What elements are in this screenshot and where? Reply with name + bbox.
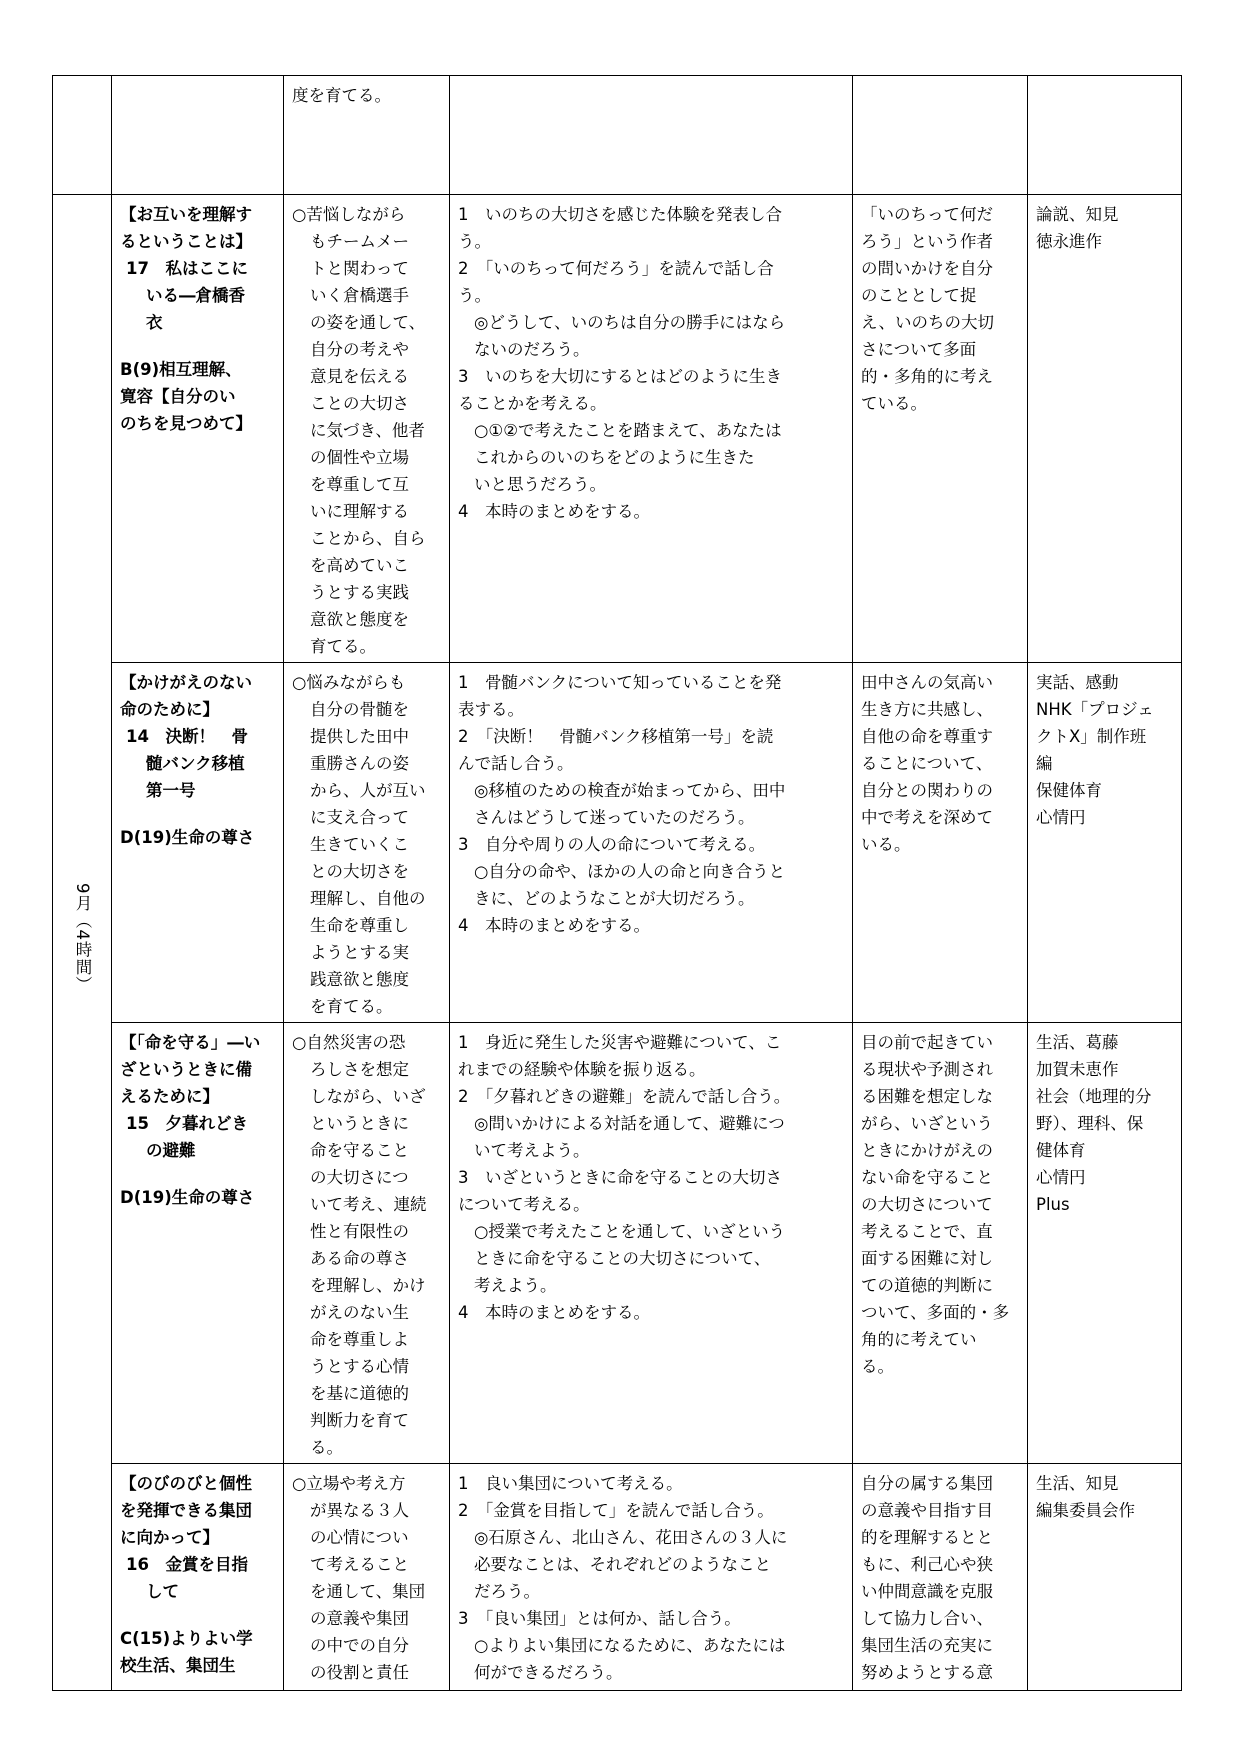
flow-cell xyxy=(450,1023,853,1464)
theme-cell xyxy=(112,195,284,663)
flow-line: 表する。 xyxy=(458,700,524,719)
flow-line: 4 本時のまとめをする。 xyxy=(458,1303,650,1322)
flow-line: だろう。 xyxy=(474,1582,540,1601)
aim-text: 育てる。 xyxy=(310,637,376,656)
aim-text: の役割と責任 xyxy=(310,1663,409,1682)
lesson-title-text: 夕暮れどき xyxy=(165,1114,248,1133)
flow-line: ◎移植のための検査が始まってから、田中 xyxy=(474,781,786,800)
aim-text: もチームメー xyxy=(310,232,409,251)
aim-text: 自分の考えや xyxy=(310,340,409,359)
evaluation-text: 考えることで、直 xyxy=(861,1222,993,1241)
notes-text: 心情円 xyxy=(1036,1168,1086,1187)
aim-text: がえのない生 xyxy=(310,1303,409,1322)
aim-text: から、人が互い xyxy=(310,781,426,800)
notes-text: 保健体育 xyxy=(1036,781,1102,800)
flow-step xyxy=(458,831,846,858)
aim-text: いに理解する xyxy=(310,502,409,521)
flow-question xyxy=(458,1632,846,1686)
evaluation-text: 「いのちって何だ xyxy=(861,205,993,224)
evaluation-text: いる。 xyxy=(861,835,911,854)
lesson-theme: 【のびのびと個性 xyxy=(120,1474,252,1493)
aim-text: ことから、自ら xyxy=(310,529,426,548)
aim-text: うとする実践 xyxy=(310,583,409,602)
notes-text: 心情円 xyxy=(1036,808,1086,827)
lesson-row xyxy=(53,1023,1182,1464)
aim-text: を基に道徳的 xyxy=(310,1384,409,1403)
aim-text: を通して、集団 xyxy=(310,1582,426,1601)
content-item: D(19)生命の尊さ xyxy=(120,828,255,847)
aim-text: いく倉橋選手 xyxy=(310,286,409,305)
flow-line: 1 骨髄バンクについて知っていることを発 xyxy=(458,673,782,692)
aim-text: うとする心情 xyxy=(310,1357,409,1376)
aim-text: 理解し、自他の xyxy=(310,889,426,908)
aim-text: 意欲と態度を xyxy=(310,610,409,629)
notes-text: クトX」制作班 xyxy=(1036,727,1147,746)
flow-line: んで話し合う。 xyxy=(458,754,574,773)
aim-text: の姿を通して、 xyxy=(310,313,426,332)
flow-cell xyxy=(450,663,853,1023)
aim-text: ○苦悩しながら xyxy=(292,205,406,224)
evaluation-text: のこととして捉 xyxy=(861,286,977,305)
aim-text: の心情につい xyxy=(310,1528,409,1547)
lesson-theme: に向かって】 xyxy=(120,1528,219,1547)
lesson-title xyxy=(120,1551,277,1605)
lesson-title-line xyxy=(126,727,248,746)
flow-line: いて考えよう。 xyxy=(474,1141,590,1160)
flow-line: 2 「夕暮れどきの避難」を読んで話し合う。 xyxy=(458,1087,791,1106)
flow-cell xyxy=(450,76,853,195)
evaluation-text: ときにかけがえの xyxy=(861,1141,993,1160)
flow-line: 1 いのちの大切さを感じた体験を発表し合 xyxy=(458,205,782,224)
evaluation-text: 田中さんの気高い xyxy=(861,673,993,692)
lesson-title-text: 衣 xyxy=(146,313,163,332)
evaluation-text: ることについて、 xyxy=(861,754,993,773)
notes-text: 野）、理科、保 xyxy=(1036,1114,1144,1133)
flow-line: ○自分の命や、ほかの人の命と向き合うと xyxy=(474,862,786,881)
lesson-title-text: して xyxy=(146,1582,179,1601)
aim-text: に支え合って xyxy=(310,808,409,827)
lesson-title-text: 私はここに xyxy=(165,259,248,278)
notes-text: 論説、知見 xyxy=(1036,205,1119,224)
aim-text: の個性や立場 xyxy=(310,448,409,467)
aim-text: を高めていこ xyxy=(310,556,409,575)
aim-cell xyxy=(284,195,450,663)
evaluation-cell xyxy=(853,1023,1028,1464)
month-cell-empty xyxy=(53,76,112,195)
aim-text: トと関わって xyxy=(310,259,409,278)
evaluation-text: 自分との関わりの xyxy=(861,781,993,800)
flow-cell xyxy=(450,195,853,663)
lesson-title-line xyxy=(126,259,248,278)
flow-line: 2 「金賞を目指して」を読んで話し合う。 xyxy=(458,1501,774,1520)
lesson-theme: ざというときに備 xyxy=(120,1060,252,1079)
evaluation-cell xyxy=(853,76,1028,195)
flow-question xyxy=(458,777,846,831)
aim-text: 生命を尊重し xyxy=(310,916,409,935)
evaluation-text: る現状や予測され xyxy=(861,1060,993,1079)
flow-line: ることかを考える。 xyxy=(458,394,607,413)
aim-text: ある命の尊さ xyxy=(310,1249,409,1268)
content-item: C(15)よりよい学 xyxy=(120,1629,253,1648)
flow-line: 3 いざというときに命を守ることの大切さ xyxy=(458,1168,782,1187)
theme-cell xyxy=(112,1464,284,1691)
flow-line: 考えよう。 xyxy=(474,1276,557,1295)
flow-question xyxy=(458,1524,846,1605)
month-label: 9月（4時間） xyxy=(73,883,92,994)
lesson-number: 17 xyxy=(126,259,149,278)
flow-line: う。 xyxy=(458,286,491,305)
aim-text: て考えること xyxy=(310,1555,409,1574)
aim-text: 重勝さんの姿 xyxy=(310,754,409,773)
flow-line: 3 「良い集団」とは何か、話し合う。 xyxy=(458,1609,741,1628)
aim-text: が異なる３人 xyxy=(310,1501,409,1520)
flow-line: について考える。 xyxy=(458,1195,590,1214)
evaluation-text: さについて多面 xyxy=(861,340,977,359)
content-item: D(19)生命の尊さ xyxy=(120,1188,255,1207)
aim-text: る。 xyxy=(310,1438,343,1457)
flow-line: ○①②で考えたことを踏まえて、あなたは xyxy=(474,421,782,440)
content-item: 寛容【自分のい xyxy=(120,387,236,406)
flow-line: さんはどうして迷っていたのだろう。 xyxy=(474,808,755,827)
lesson-title xyxy=(120,1110,277,1164)
spacer xyxy=(120,336,277,356)
flow-line: 3 自分や周りの人の命について考える。 xyxy=(458,835,766,854)
notes-text: 社会（地理的分 xyxy=(1036,1087,1152,1106)
evaluation-text: 面する困難に対し xyxy=(861,1249,993,1268)
content-item: B(9)相互理解、 xyxy=(120,360,242,379)
aim-text: 度を育てる。 xyxy=(292,86,391,105)
evaluation-text: 中で考えを深めて xyxy=(861,808,993,827)
notes-text: 健体育 xyxy=(1036,1141,1086,1160)
aim-text: 判断力を育て xyxy=(310,1411,409,1430)
aim-text: 命を尊重しよ xyxy=(310,1330,409,1349)
lesson-theme: 【かけがえのない xyxy=(120,673,252,692)
evaluation-cell xyxy=(853,195,1028,663)
flow-question xyxy=(458,1110,846,1164)
lesson-title xyxy=(120,255,277,336)
lesson-plan-sheet xyxy=(52,75,1181,1691)
flow-line: ◎どうして、いのちは自分の勝手にはなら xyxy=(474,313,786,332)
spacer xyxy=(120,1164,277,1184)
flow-step xyxy=(458,1605,846,1632)
flow-question xyxy=(458,309,846,363)
notes-cell xyxy=(1028,1464,1182,1691)
lesson-title-line xyxy=(126,1555,248,1574)
evaluation-text: え、いのちの大切 xyxy=(861,313,994,332)
aim-text: を育てる。 xyxy=(310,997,393,1016)
evaluation-text: がら、いざという xyxy=(861,1114,993,1133)
spacer xyxy=(120,1605,277,1625)
flow-line: 3 いのちを大切にするとはどのように生き xyxy=(458,367,782,386)
evaluation-text: る。 xyxy=(861,1357,894,1376)
aim-text: の意義や集団 xyxy=(310,1609,409,1628)
notes-cell xyxy=(1028,76,1182,195)
flow-step xyxy=(458,255,846,309)
lesson-number: 15 xyxy=(126,1114,149,1133)
aim-text: に気づき、他者 xyxy=(310,421,425,440)
aim-text: ○立場や考え方 xyxy=(292,1474,406,1493)
flow-step xyxy=(458,498,846,525)
lesson-title-text: 髄バンク移植 xyxy=(146,754,245,773)
aim-cell xyxy=(284,1464,450,1691)
aim-text: との大切さを xyxy=(310,862,409,881)
evaluation-text: もに、利己心や狭 xyxy=(861,1555,993,1574)
theme-cell xyxy=(112,663,284,1023)
lesson-title-line xyxy=(126,1114,248,1133)
flow-line: う。 xyxy=(458,232,491,251)
content-item: 校生活、集団生 xyxy=(120,1656,236,1675)
lesson-title-text: 金賞を目指 xyxy=(165,1555,248,1574)
lesson-title-text: 第一号 xyxy=(146,781,196,800)
flow-line: これからのいのちをどのように生きた xyxy=(474,448,755,467)
evaluation-text: 的・多角的に考え xyxy=(861,367,993,386)
notes-text: 実話、感動 xyxy=(1036,673,1119,692)
aim-text: ろしさを想定 xyxy=(310,1060,409,1079)
flow-line: ○よりよい集団になるために、あなたには xyxy=(474,1636,786,1655)
evaluation-text: 自他の命を尊重す xyxy=(861,727,993,746)
flow-line: 4 本時のまとめをする。 xyxy=(458,502,650,521)
lesson-row xyxy=(53,1464,1182,1691)
aim-text: ○自然災害の恐 xyxy=(292,1033,406,1052)
flow-line: 1 良い集団について考える。 xyxy=(458,1474,683,1493)
aim-cell xyxy=(284,1023,450,1464)
flow-line: ◎問いかけによる対話を通して、避難につ xyxy=(474,1114,785,1133)
notes-cell xyxy=(1028,1023,1182,1464)
evaluation-text: して協力し合い、 xyxy=(861,1609,993,1628)
aim-text: ことの大切さ xyxy=(310,394,409,413)
flow-step xyxy=(458,1029,846,1083)
evaluation-text: 集団生活の充実に xyxy=(861,1636,993,1655)
flow-step xyxy=(458,669,846,723)
aim-text: ○悩みながらも xyxy=(292,673,406,692)
notes-text: 生活、知見 xyxy=(1036,1474,1119,1493)
aim-cell xyxy=(284,663,450,1023)
evaluation-text: の意義や目指す目 xyxy=(861,1501,993,1520)
flow-step xyxy=(458,1497,846,1524)
aim-text: ようとする実 xyxy=(310,943,409,962)
flow-line: 4 本時のまとめをする。 xyxy=(458,916,650,935)
notes-text: 加賀未恵作 xyxy=(1036,1060,1119,1079)
flow-line: 必要なことは、それぞれどのようなこと xyxy=(474,1555,771,1574)
theme-cell xyxy=(112,1023,284,1464)
evaluation-text: 努めようとする意 xyxy=(861,1663,993,1682)
notes-text: 生活、葛藤 xyxy=(1036,1033,1119,1052)
evaluation-text: 目の前で起きてい xyxy=(861,1033,993,1052)
notes-text: Plus xyxy=(1036,1195,1070,1214)
evaluation-text: ての道徳的判断に xyxy=(861,1276,993,1295)
flow-step xyxy=(458,1299,846,1326)
evaluation-text: 自分の属する集団 xyxy=(861,1474,993,1493)
aim-text: を尊重して互 xyxy=(310,475,409,494)
flow-step xyxy=(458,201,846,255)
flow-step xyxy=(458,1470,846,1497)
month-cell xyxy=(53,195,112,1691)
evaluation-text: 角的に考えてい xyxy=(861,1330,977,1349)
flow-line: いと思うだろう。 xyxy=(474,475,606,494)
evaluation-text: ついて、多面的・多 xyxy=(861,1303,1010,1322)
lesson-theme: 【お互いを理解す xyxy=(120,205,252,224)
aim-text: しながら、いざ xyxy=(310,1087,426,1106)
lesson-theme: を発揮できる集団 xyxy=(120,1501,252,1520)
aim-text: を理解し、かけ xyxy=(310,1276,426,1295)
evaluation-text: い仲間意識を克服 xyxy=(861,1582,993,1601)
lesson-row xyxy=(53,663,1182,1023)
lesson-number: 16 xyxy=(126,1555,149,1574)
flow-step xyxy=(458,1164,846,1218)
flow-step xyxy=(458,363,846,417)
aim-text: 性と有限性の xyxy=(310,1222,409,1241)
aim-text: 践意欲と態度 xyxy=(310,970,409,989)
evaluation-text: る困難を想定しな xyxy=(861,1087,993,1106)
aim-text: 命を守ること xyxy=(310,1141,409,1160)
lesson-row xyxy=(53,195,1182,663)
flow-line: ◎石原さん、北山さん、花田さんの３人に xyxy=(474,1528,788,1547)
aim-text: の大切さにつ xyxy=(310,1168,409,1187)
table-row-top-fragment xyxy=(53,76,1182,195)
notes-text: 編集委員会作 xyxy=(1036,1501,1135,1520)
evaluation-text: の問いかけを自分 xyxy=(861,259,993,278)
aim-text: いて考え、連続 xyxy=(310,1195,427,1214)
flow-line: 何ができるだろう。 xyxy=(474,1663,623,1682)
aim-text: 提供した田中 xyxy=(310,727,409,746)
content-item: のちを見つめて】 xyxy=(120,414,252,433)
flow-cell xyxy=(450,1464,853,1691)
notes-cell xyxy=(1028,195,1182,663)
flow-step xyxy=(458,1083,846,1110)
lesson-theme: 命のために】 xyxy=(120,700,219,719)
flow-line: ないのだろう。 xyxy=(474,340,590,359)
lesson-title-text: 決断！ 骨 xyxy=(165,727,248,746)
evaluation-text: ている。 xyxy=(861,394,927,413)
flow-line: 1 身近に発生した災害や避難について、こ xyxy=(458,1033,782,1052)
aim-text: 意見を伝える xyxy=(310,367,409,386)
flow-step xyxy=(458,723,846,777)
flow-line: ときに命を守ることの大切さについて、 xyxy=(474,1249,771,1268)
lesson-plan-table xyxy=(52,75,1182,1691)
lesson-theme: るということは】 xyxy=(120,232,252,251)
notes-cell xyxy=(1028,663,1182,1023)
notes-text: NHK「プロジェ xyxy=(1036,700,1154,719)
flow-question xyxy=(458,1218,846,1299)
aim-text: 自分の骨髄を xyxy=(310,700,409,719)
flow-question xyxy=(458,858,846,912)
aim-cell xyxy=(284,76,450,195)
aim-text: というときに xyxy=(310,1114,409,1133)
evaluation-text: の大切さについて xyxy=(861,1195,993,1214)
lesson-title-text: いる―倉橋香 xyxy=(146,286,245,305)
flow-line: 2 「いのちって何だろう」を読んで話し合 xyxy=(458,259,774,278)
spacer xyxy=(120,804,277,824)
evaluation-text: ない命を守ること xyxy=(861,1168,993,1187)
flow-line: 2 「決断！ 骨髄バンク移植第一号」を読 xyxy=(458,727,774,746)
lesson-title xyxy=(120,723,277,804)
notes-text: 徳永進作 xyxy=(1036,232,1102,251)
flow-line: ○授業で考えたことを通して、いざという xyxy=(474,1222,786,1241)
flow-line: れまでの経験や体験を振り返る。 xyxy=(458,1060,706,1079)
evaluation-cell xyxy=(853,663,1028,1023)
flow-line: きに、どのようなことが大切だろう。 xyxy=(474,889,755,908)
aim-text: の中での自分 xyxy=(310,1636,409,1655)
lesson-theme: えるために】 xyxy=(120,1087,219,1106)
evaluation-cell xyxy=(853,1464,1028,1691)
evaluation-text: 的を理解するとと xyxy=(861,1528,993,1547)
lesson-number: 14 xyxy=(126,727,149,746)
evaluation-text: ろう」という作者 xyxy=(861,232,993,251)
theme-cell xyxy=(112,76,284,195)
lesson-theme: 【「命を守る」―い xyxy=(120,1033,261,1052)
notes-text: 編 xyxy=(1036,754,1053,773)
aim-text: 生きていくこ xyxy=(310,835,409,854)
flow-step xyxy=(458,912,846,939)
lesson-title-text: の避難 xyxy=(146,1141,196,1160)
evaluation-text: 生き方に共感し、 xyxy=(861,700,993,719)
flow-question xyxy=(458,417,846,498)
